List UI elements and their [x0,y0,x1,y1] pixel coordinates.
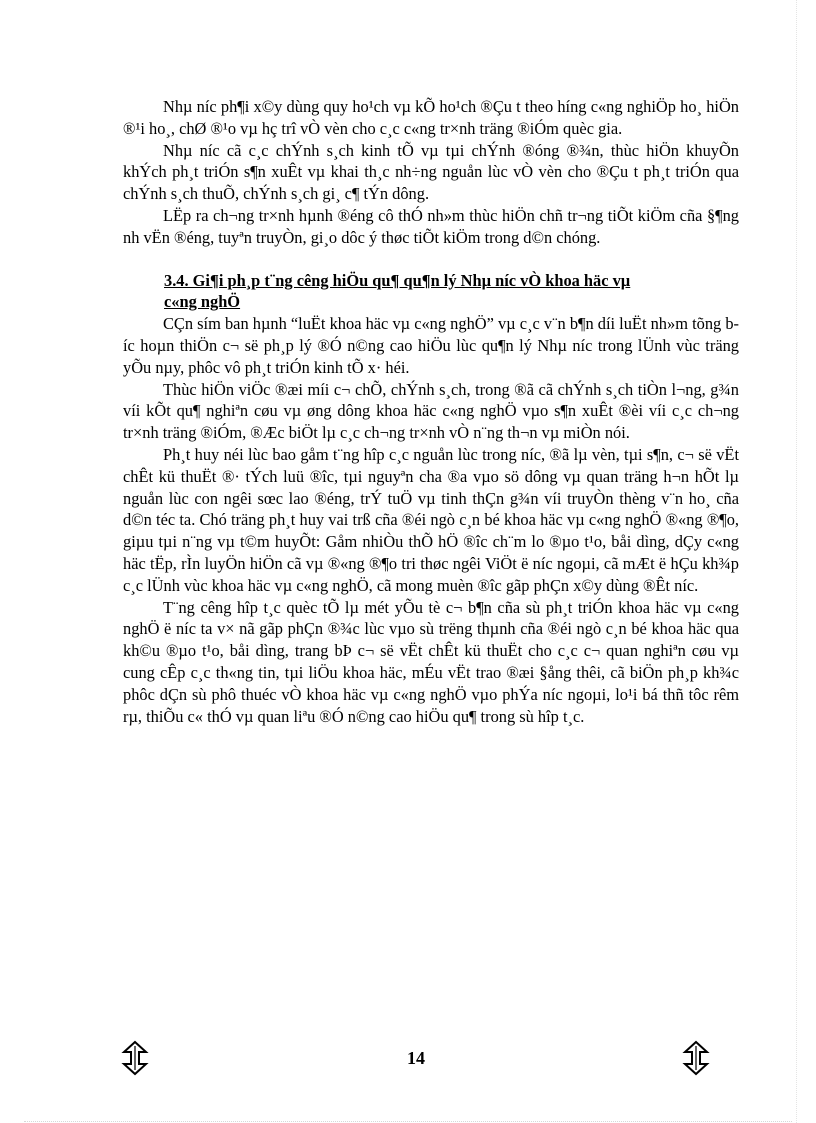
up-down-arrow-icon[interactable] [121,1040,149,1076]
page-bottom-border [24,1121,792,1122]
page-right-border [796,0,797,1123]
page-footer [0,1040,816,1080]
paragraph-mechanism-reform: Thùc hiÖn viÖc ®æi míi c¬ chÕ, chÝnh s¸ch, trong ®ã cã chÝnh s¸ch tiÒn l¬ng, g¾n víi kÕt qu¶ nghiªn cøu vµ øng dông khoa häc c«ng nghÖ vµo s¶n xuÊt ®èi víi c¸c ch¬ng tr×nh träng ®iÓm, ®Æc biÖt lµ c¸c ch¬ng tr×nh vÒ n¨ng th¬n vµ miÒn nói. [123,379,739,443]
paragraph-science-law: CÇn sím ban hµnh “luËt khoa häc vµ c«ng nghÖ” vµ c¸c v¨n b¶n díi luËt nh»m tõng bíc hoµn thiÖn c¬ së ph¸p lý ®Ó n©ng cao hiÖu lùc qu¶n lý Nhµ níc trong lÜnh vùc träng yÕu nµy, phôc vô ph¸t triÓn kinh tÕ x· héi. [123,314,739,377]
paragraph-state-planning: Nhµ níc ph¶i x©y dùng quy ho¹ch vµ kÕ ho¹ch ®Çu t theo híng c«ng nghiÖp ho¸ hiÖn ®¹i ho¸, chØ ®¹o vµ hç trî vÒ vèn cho c¸c c«ng tr×nh träng ®iÓm quèc gia. [123,97,739,138]
section-heading [123,270,739,314]
page-number: 14 [407,1048,425,1068]
paragraph-internal-resources: Ph¸t huy néi lùc bao gåm t¨ng hîp c¸c nguån lùc trong níc, ®ã lµ vèn, tµi s¶n, c¬ së vËt chÊt kü thuËt ®· tÝch luü ®îc, tµi nguyªn cha ®a vµo sö dông vµ quan träng h¬n hÕt lµ nguån lùc con ngêi sœc lao ®éng, trÝ tuÖ vµ tinh thÇn g¾n víi truyÒn thèng v¨n ho¸ cña d©n téc ta. Chó träng ph¸t huy vai trß cña ®éi ngò c¸n bé khoa häc vµ c«ng nghÖ ®«ng ®¶o, giµu tµi n¨ng vµ t©m huyÕt: Gåm nhiÒu thÕ hÖ ®îc ch¨m lo ®µo t¹o, båi dìng, dÇy c«ng häc tËp, rÌn luyÖn hiÖn cã vµ ®«ng ®¶o tri thøc ngêi ViÖt ë níc ngoµi, cã mÆt ë hÇu kh¾p c¸c lÜnh vùc khoa häc vµ c«ng nghÖ, cã mong muèn ®îc gãp phÇn x©y dùng ®Êt níc. [123,444,739,595]
section-heading-line-1: 3.4. Gi¶i ph¸p t¨ng cêng hiÖu qu¶ qu¶n lý Nhµ níc vÒ khoa häc vµ [164,270,631,290]
document-body [123,96,739,727]
paragraph-international-cooperation: T¨ng cêng hîp t¸c quèc tÕ lµ mét yÕu tè c¬ b¶n cña sù ph¸t triÓn khoa häc vµ c«ng nghÖ ë níc ta v× nã gãp phÇn ®¾c lùc vµo sù trëng thµnh cña ®éi ngò c¸n bé khoa häc qua kh©u ®µo t¹o, båi dìng, trang bÞ c¬ së vËt chÊt kü thuËt cho c¸c c¬ quan nghiªn cøu vµ cung cÊp c¸c th«ng tin, tµi liÖu khoa häc, mÉu vËt trao ®æi §ång thêi, cã biÖn ph¸p kh¾c phôc dÇn sù phô thuéc vÒ khoa häc vµ c«ng nghÖ vµo phÝa níc ngoµi, lo¹i bá thñ tôc rêm rµ, thiÕu c« thÓ vµ quan liªu ®Ó n©ng cao hiÖu qu¶ trong sù hîp t¸c. [123,597,739,726]
section-heading-line-2: c«ng nghÖ [164,292,241,312]
paragraph-economic-policy: Nhµ níc cã c¸c chÝnh s¸ch kinh tÕ vµ tµi chÝnh ®óng ®¾n, thùc hiÖn khuyÕn khÝch ph¸t triÓn s¶n xuÊt vµ khai th¸c nh÷ng nguån lùc vÒ vèn cho ®Çu t ph¸t triÓn qua chÝnh s¸ch thuÕ, chÝnh s¸ch gi¸ c¶ tÝn dông. [123,140,739,204]
up-down-arrow-icon[interactable] [682,1040,710,1076]
paragraph-saving-program: LËp ra ch¬ng tr×nh hµnh ®éng cô thÓ nh»m thùc hiÖn chñ tr¬ng tiÕt kiÖm cña §¶ng nh vËn ®éng, tuyªn truyÒn, gi¸o dôc ý thøc tiÕt kiÖm trong d©n chóng. [123,205,739,247]
